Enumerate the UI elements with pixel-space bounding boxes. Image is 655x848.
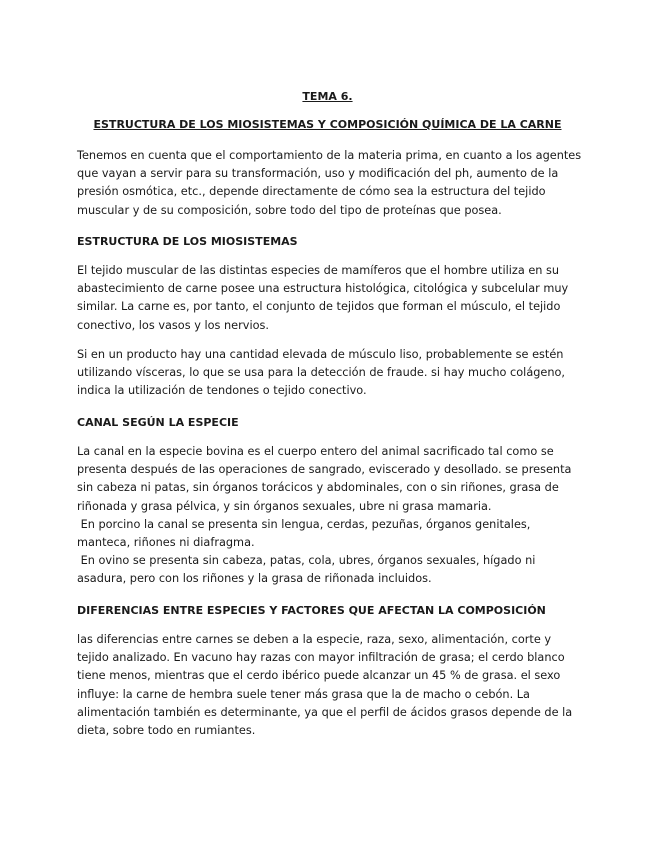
text-line: El tejido muscular de las distintas especies de mamíferos que el hombre utiliza en su	[77, 264, 560, 277]
canal-paragraph	[77, 443, 577, 589]
text-line: abastecimiento de carne posee una estructura histológica, citológica y subcelular muy	[77, 282, 569, 296]
text-line: Si en un producto hay una cantidad elevada de músculo liso, probablemente se estén	[77, 348, 564, 361]
diferencias-paragraph	[77, 631, 577, 740]
miosistemas-paragraph-1	[77, 262, 577, 335]
document-subtitle: ESTRUCTURA DE LOS MIOSISTEMAS Y COMPOSICIÓN QUÍMICA DE LA CARNE	[93, 118, 562, 131]
text-line: tiene menos, mientras que el cerdo ibérico puede alcanzar un 45 % de grasa. el sexo	[77, 669, 561, 683]
text-line: sin cabeza ni patas, sin órganos torácicos y abdominales, con o sin riñones, grasa de	[77, 481, 559, 495]
text-line: las diferencias entre carnes se deben a la especie, raza, sexo, alimentación, corte y	[77, 633, 552, 646]
text-line: que vayan a servir para su transformación, uso y modificación del ph, aumento de la	[77, 167, 559, 181]
text-line: En porcino la canal se presenta sin lengua, cerdas, pezuñas, órganos genitales,	[77, 517, 531, 531]
text-line: muscular y de su composición, sobre todo del tipo de proteínas que posea.	[77, 203, 502, 217]
document-title: TEMA 6.	[302, 90, 353, 103]
text-line: tejido analizado. En vacuno hay razas con mayor infiltración de grasa; el cerdo blanco	[77, 651, 565, 665]
text-line: presión osmótica, etc., depende directamente de cómo sea la estructura del tejido	[77, 185, 546, 199]
miosistemas-paragraph-2	[77, 346, 577, 401]
section-heading-canal: CANAL SEGÚN LA ESPECIE	[77, 416, 239, 429]
text-line: presenta después de las operaciones de sangrado, eviscerado y desollado. se presenta	[77, 463, 572, 477]
section-heading-miosistemas: ESTRUCTURA DE LOS MIOSISTEMAS	[77, 235, 298, 248]
section-heading-diferencias: DIFERENCIAS ENTRE ESPECIES Y FACTORES QUE AFECTAN LA COMPOSICIÓN	[77, 604, 546, 617]
intro-paragraph	[77, 147, 582, 220]
text-line: asadura, pero con los riñones y la grasa de riñonada incluidos.	[77, 572, 432, 586]
text-line: influye: la carne de hembra suele tener más grasa que la de macho o cebón. La	[77, 687, 530, 701]
text-line: indica la utilización de tendones o tejido conectivo.	[77, 384, 367, 398]
text-line: manteca, riñones ni diafragma.	[77, 536, 255, 550]
text-line: similar. La carne es, por tanto, el conjunto de tejidos que forman el músculo, el tejido	[77, 300, 561, 314]
text-line: dieta, sobre todo en rumiantes.	[77, 724, 256, 738]
text-line: conectivo, los vasos y los nervios.	[77, 318, 269, 332]
text-line: riñonada y grasa pélvica, y sin órganos sexuales, ubre ni grasa mamaria.	[77, 499, 492, 513]
text-line: utilizando vísceras, lo que se usa para la detección de fraude. si hay mucho colágeno,	[77, 366, 566, 380]
text-line: La canal en la especie bovina es el cuerpo entero del animal sacrificado tal como se	[77, 445, 554, 458]
text-line: Tenemos en cuenta que el comportamiento de la materia prima, en cuanto a los agentes	[77, 149, 582, 162]
text-line: alimentación también es determinante, ya que el perfil de ácidos grasos depende de la	[77, 705, 573, 719]
text-line: En ovino se presenta sin cabeza, patas, cola, ubres, órganos sexuales, hígado ni	[77, 554, 536, 568]
